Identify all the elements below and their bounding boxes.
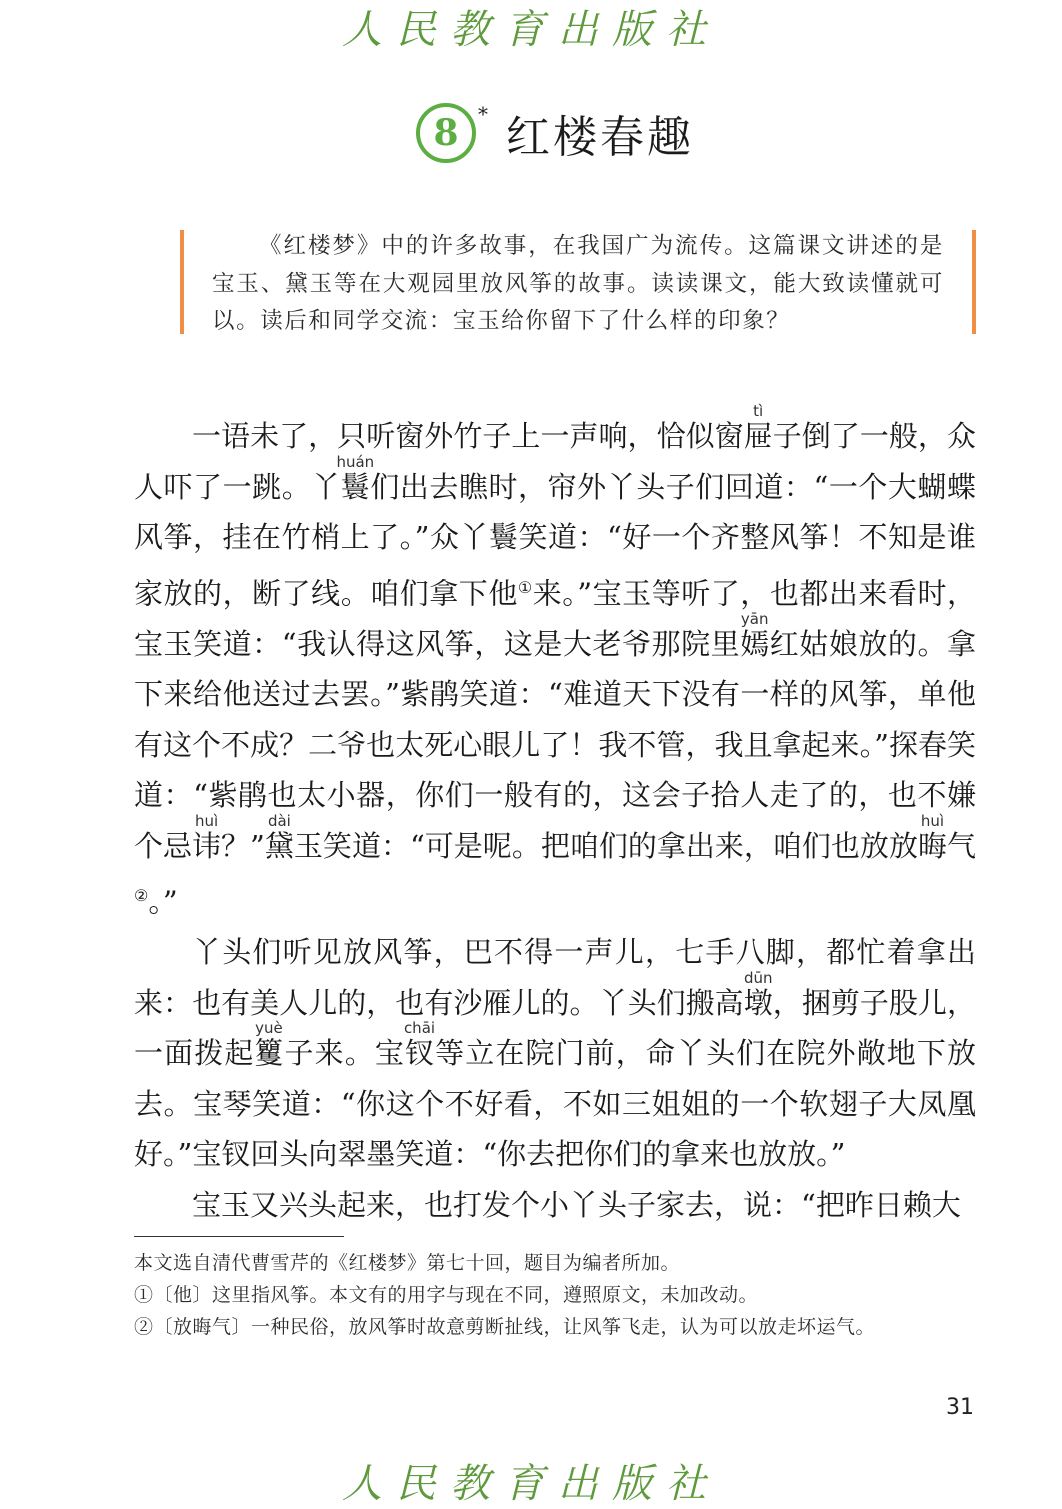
lesson-marker: * — [478, 102, 488, 126]
pinyin-annotation: 讳huì — [192, 811, 222, 863]
paragraph-2: 丫头们听见放风筝，巴不得一声儿，七手八脚，都忙着拿出来：也有美人儿的，也有沙雁儿的。丫头们搬高墩dūn，捆剪子股儿，一面拨起籰yuè子来。宝钗chāi等立在院门前，命丫头们在院外敞地下放去。宝琴笑道：“你这个不好看，不如三姐姐的一个软翅子大凤凰好。”宝钗回头向翠墨笑道：“你去把你们的拿来也放放。” — [134, 935, 976, 1172]
paragraph-3: 宝玉又兴头起来，也打发个小丫头子家去，说：“把昨日赖大 — [192, 1187, 961, 1222]
footnote-ref-1[interactable]: ① — [517, 577, 533, 597]
footnotes — [134, 1247, 974, 1343]
lesson-heading — [416, 98, 694, 168]
footnote-2: ②〔放晦气〕一种民俗，放风筝时故意剪断扯线，让风筝飞走，认为可以放走坏运气。 — [134, 1316, 876, 1338]
pinyin-annotation: 钗chāi — [403, 1019, 436, 1071]
page-number: 31 — [946, 1395, 974, 1420]
publisher-footer: 人民教育出版社 — [342, 1461, 720, 1507]
pinyin-annotation: 黛dài — [264, 811, 294, 863]
pinyin-annotation: 晦huì — [917, 811, 947, 863]
pinyin-annotation: 籰yuè — [254, 1019, 285, 1071]
pinyin-annotation: 墩dūn — [743, 968, 773, 1020]
reading-tip-left-bar — [180, 230, 184, 334]
reading-tip-text: 《红楼梦》中的许多故事，在我国广为流传。这篇课文讲述的是宝玉、黛玉等在大观园里放风筝的故事。读读课文，能大致读懂就可以。读后和同学交流：宝玉给你留下了什么样的印象？ — [212, 233, 944, 334]
paragraph-1: 一语未了，只听窗外竹子上一声响，恰似窗屉tì子倒了一般，众人吓了一跳。丫鬟huán们出去瞧时，帘外丫头子们回道：“一个大蝴蝶风筝，挂在竹梢上了。”众丫鬟笑道：“好一个齐整风筝！不知是谁家放的，断了线。咱们拿下他①来。”宝玉等听了，也都出来看时，宝玉笑道：“我认得这风筝，这是大老爷那院里嫣yān红姑娘放的。拿下来给他送过去罢。”紫鹃笑道：“难道天下没有一样的风筝，单他有这个不成？二爷也太死心眼儿了！我不管，我且拿起来。”探春笑道：“紫鹃也太小器，你们一般有的，这会子拾人走了的，也不嫌个忌讳huì？”黛dài玉笑道：“可是呢。把咱们的拿出来，咱们也放放晦huì气②。” — [134, 402, 976, 919]
main-text — [134, 404, 976, 1230]
reading-tip-right-bar — [972, 230, 976, 334]
reading-tip — [180, 228, 976, 334]
lesson-title: 红楼春趣 — [506, 112, 694, 163]
pinyin-annotation: 屉tì — [743, 402, 773, 453]
pinyin-annotation: 鬟huán — [336, 452, 375, 504]
publisher-header: 人民教育出版社 — [342, 7, 720, 53]
lesson-number-badge: 8 — [416, 103, 476, 163]
footnote-source: 本文选自清代曹雪芹的《红楼梦》第七十回，题目为编者所加。 — [134, 1252, 681, 1274]
pinyin-annotation: 嫣yān — [740, 609, 770, 661]
footnote-1: ①〔他〕这里指风筝。本文有的用字与现在不同，遵照原文，未加改动。 — [134, 1284, 759, 1306]
footnote-divider — [134, 1236, 344, 1237]
footnote-ref-2[interactable]: ② — [134, 886, 149, 906]
